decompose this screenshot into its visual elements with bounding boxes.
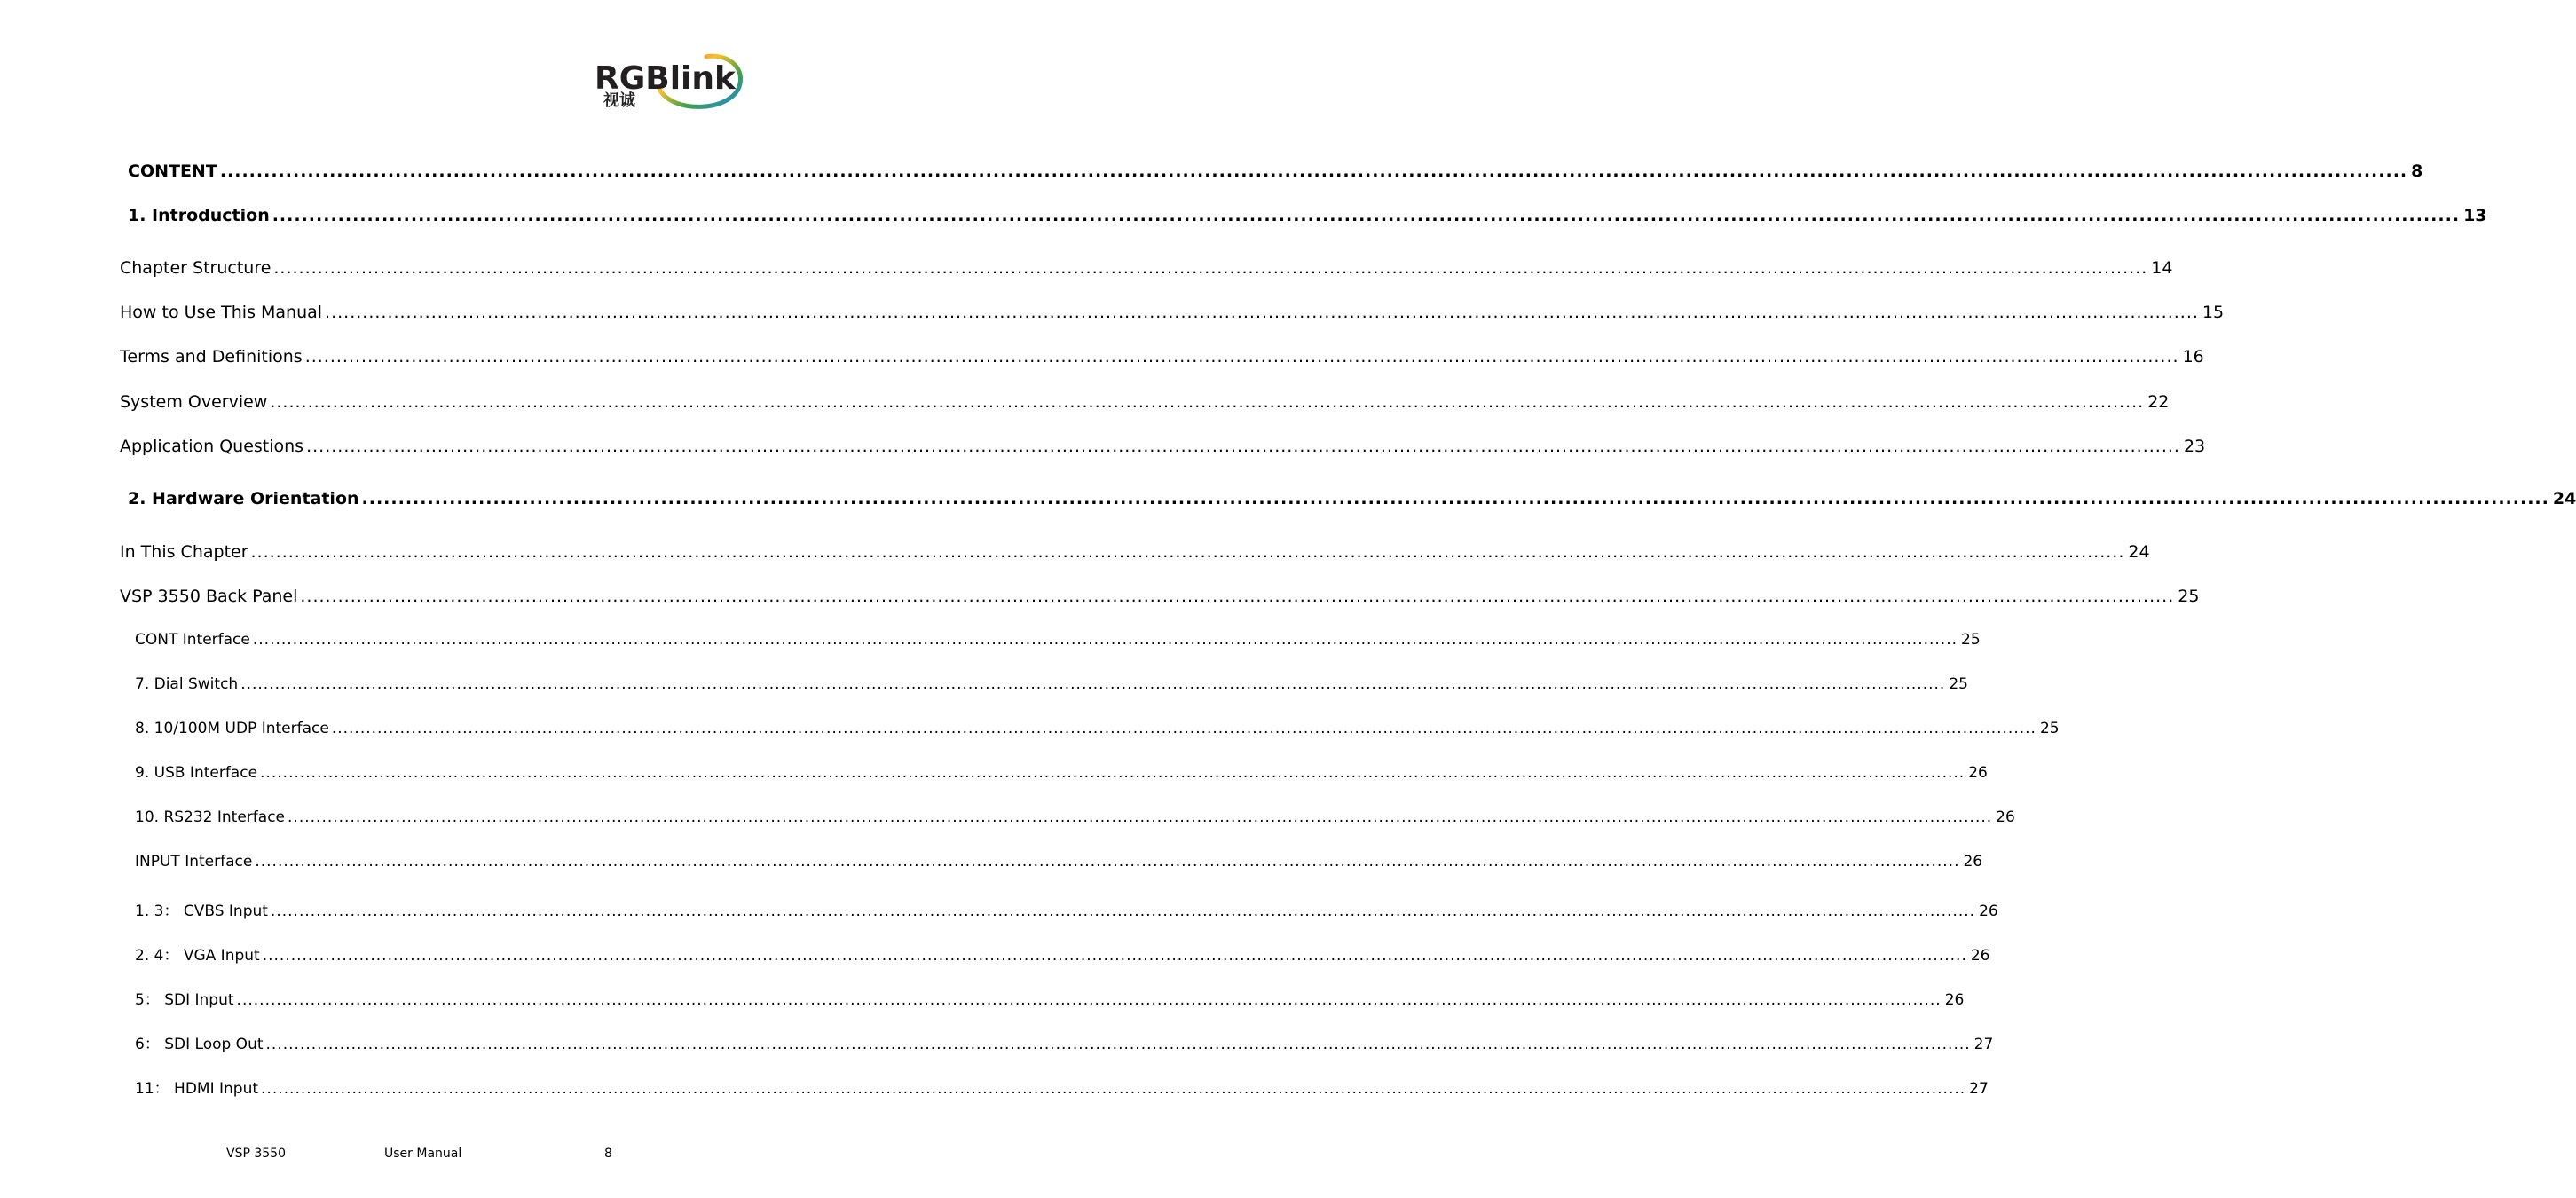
toc-leader-dots: ............................................................................................................................................................................................................................................................................................................	[261, 1080, 1966, 1098]
toc-leader-dots: ............................................................................................................................................................................................................................................................................................................	[272, 206, 2461, 225]
toc-entry-page: 27	[1969, 1080, 1989, 1098]
footer-doc-type: User Manual	[384, 1147, 462, 1161]
toc-entry[interactable]	[128, 162, 2423, 181]
toc-entry-page: 26	[1996, 808, 2015, 826]
toc-entry[interactable]	[120, 347, 2204, 366]
toc-entry[interactable]	[135, 1031, 1994, 1053]
toc-entry-title: 8. 10/100M UDP Interface	[135, 720, 329, 737]
footer-page-number: 8	[604, 1147, 612, 1161]
toc-entry-title: Application Questions	[120, 437, 304, 456]
toc-entry-page: 14	[2151, 258, 2173, 278]
toc-entry-title: 5： SDI Input	[135, 991, 234, 1009]
toc-entry[interactable]	[135, 720, 2060, 737]
toc-entry-title: 6： SDI Loop Out	[135, 1036, 264, 1053]
toc-entry[interactable]	[135, 987, 1965, 1009]
toc-leader-dots: ............................................................................................................................................................................................................................................................................................................	[260, 764, 1965, 782]
toc-leader-dots: ............................................................................................................................................................................................................................................................................................................	[306, 437, 2180, 456]
toc-entry-title: 1. 3： CVBS Input	[135, 902, 268, 920]
toc-leader-dots: ............................................................................................................................................................................................................................................................................................................	[265, 1036, 1971, 1053]
toc-entry[interactable]	[120, 587, 2200, 606]
toc-leader-dots: ............................................................................................................................................................................................................................................................................................................	[270, 902, 1976, 920]
toc-leader-dots: ............................................................................................................................................................................................................................................................................................................	[331, 720, 2036, 737]
toc-entry[interactable]	[135, 1076, 1989, 1098]
toc-entry-page: 16	[2182, 347, 2204, 366]
toc-entry[interactable]	[120, 303, 2225, 322]
toc-entry-page: 15	[2202, 303, 2225, 322]
toc-entry-title: 9. USB Interface	[135, 764, 258, 782]
toc-leader-dots: ............................................................................................................................................................................................................................................................................................................	[304, 347, 2179, 366]
toc-leader-dots: ............................................................................................................................................................................................................................................................................................................	[255, 853, 1960, 871]
toc-entry-page: 26	[1968, 764, 1988, 782]
toc-entry-page: 26	[1963, 853, 1983, 871]
toc-entry-page: 13	[2463, 206, 2487, 225]
toc-entry-page: 23	[2183, 437, 2206, 456]
toc-entry-title: 7. Dial Switch	[135, 675, 239, 693]
toc-entry[interactable]	[135, 942, 1990, 965]
toc-entry-page: 26	[1979, 902, 1998, 920]
toc-leader-dots: ............................................................................................................................................................................................................................................................................................................	[262, 947, 1967, 965]
toc-entry-page: 24	[2552, 489, 2576, 508]
svg-text:RGBlink: RGBlink	[595, 60, 736, 97]
toc-entry[interactable]	[128, 206, 2487, 225]
toc-entry[interactable]	[135, 675, 1968, 693]
rgblink-logo	[593, 50, 744, 114]
toc-entry-title: Chapter Structure	[120, 258, 272, 278]
toc-entry-page: 27	[1973, 1036, 1994, 1053]
toc-entry-title: 2. Hardware Orientation	[128, 489, 359, 508]
toc-entry[interactable]	[120, 542, 2150, 562]
toc-entry-page: 26	[1970, 947, 1990, 965]
toc-entry[interactable]	[120, 392, 2170, 412]
toc-leader-dots: ............................................................................................................................................................................................................................................................................................................	[236, 991, 1942, 1009]
toc-entry-title: INPUT Interface	[135, 853, 253, 871]
toc-leader-dots: ............................................................................................................................................................................................................................................................................................................	[270, 392, 2145, 412]
toc-leader-dots: ............................................................................................................................................................................................................................................................................................................	[240, 675, 1946, 693]
toc-entry-title: 10. RS232 Interface	[135, 808, 286, 826]
toc-entry-page: 25	[2039, 720, 2060, 737]
toc-entry[interactable]	[128, 489, 2576, 508]
toc-entry-title: 1. Introduction	[128, 206, 270, 225]
toc-leader-dots: ............................................................................................................................................................................................................................................................................................................	[219, 162, 2408, 181]
toc-entry[interactable]	[135, 764, 1988, 782]
toc-leader-dots: ............................................................................................................................................................................................................................................................................................................	[300, 587, 2175, 606]
toc-leader-dots: ............................................................................................................................................................................................................................................................................................................	[288, 808, 1993, 826]
toc-entry[interactable]	[120, 258, 2173, 278]
toc-leader-dots: ............................................................................................................................................................................................................................................................................................................	[250, 542, 2125, 562]
toc-leader-dots: ............................................................................................................................................................................................................................................................................................................	[273, 258, 2148, 278]
toc-entry-page: 25	[1961, 631, 1981, 649]
toc-entry[interactable]	[120, 437, 2206, 456]
toc-entry-title: CONTENT	[128, 162, 217, 181]
toc-entry[interactable]	[135, 631, 1981, 649]
toc-leader-dots: ............................................................................................................................................................................................................................................................................................................	[252, 631, 1958, 649]
toc-entry-title: How to Use This Manual	[120, 303, 323, 322]
toc-entry-title: CONT Interface	[135, 631, 250, 649]
toc-entry-title: Terms and Definitions	[120, 347, 303, 366]
toc-entry-title: VSP 3550 Back Panel	[120, 587, 298, 606]
toc-entry-page: 25	[2178, 587, 2200, 606]
toc-entry-title: System Overview	[120, 392, 268, 412]
toc-entry-page: 22	[2147, 392, 2170, 412]
toc-entry-page: 26	[1944, 991, 1965, 1009]
toc-entry[interactable]	[135, 853, 1983, 871]
toc-entry-page: 24	[2128, 542, 2150, 562]
toc-entry-title: 11： HDMI Input	[135, 1080, 259, 1098]
toc-entry-page: 8	[2411, 162, 2423, 181]
toc-entry[interactable]	[135, 898, 1998, 920]
toc-leader-dots: ............................................................................................................................................................................................................................................................................................................	[325, 303, 2199, 322]
svg-text:视诚: 视诚	[603, 91, 635, 110]
toc-entry-title: In This Chapter	[120, 542, 248, 562]
footer-product: VSP 3550	[226, 1147, 286, 1161]
toc-leader-dots: ............................................................................................................................................................................................................................................................................................................	[361, 489, 2549, 508]
toc-entry-page: 25	[1949, 675, 1968, 693]
toc-entry[interactable]	[135, 808, 2015, 826]
toc-entry-title: 2. 4： VGA Input	[135, 947, 260, 965]
